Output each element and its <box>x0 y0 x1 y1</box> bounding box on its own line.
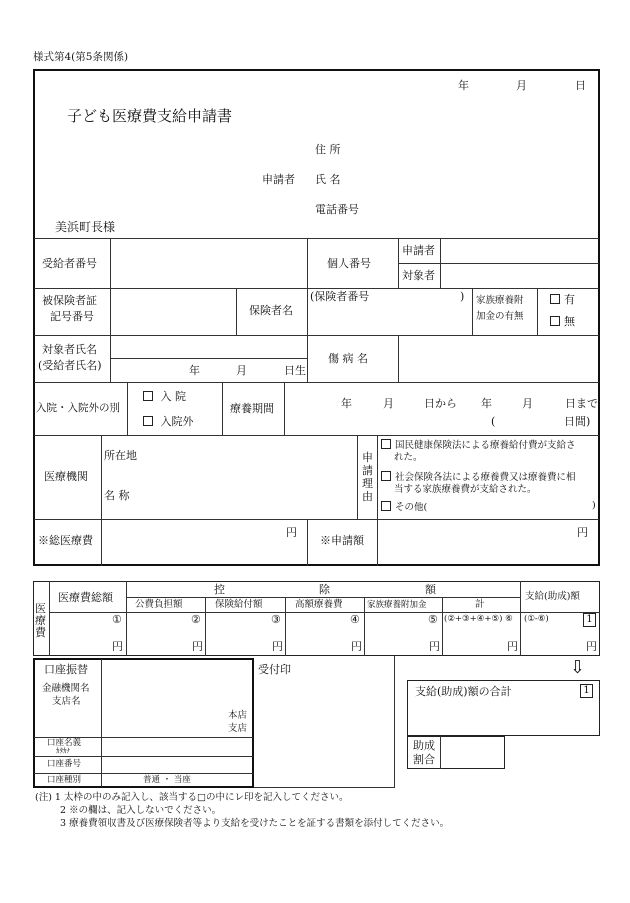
family-yes-option[interactable] <box>550 294 575 306</box>
date-day: 日 <box>575 79 586 92</box>
outpatient-option[interactable] <box>143 416 194 428</box>
col-high-cost: 高額療養費 <box>295 599 343 610</box>
inpatient-checkbox[interactable] <box>143 391 153 401</box>
outpatient-checkbox[interactable] <box>143 416 153 426</box>
reason-1-text: 国民健康保険法による療養給付費が支給さ <box>395 440 576 451</box>
yen-2: 円 <box>192 640 203 653</box>
mark-7: (①-⑥) <box>524 614 549 624</box>
subject-name-label: 対象者氏名 <box>42 343 97 356</box>
no-label: 無 <box>564 315 575 328</box>
calc-side-1: 医 <box>35 602 46 615</box>
total-cost-yen: 円 <box>286 526 297 539</box>
receipt-stamp-label: 受付印 <box>258 663 291 676</box>
insurer-number-close: ) <box>460 290 465 303</box>
insured-card-label: 被保険者証 <box>42 294 97 307</box>
col-payment: 支給(助成)額 <box>525 591 580 602</box>
reason-3-close: ) <box>592 500 596 511</box>
applicant-row-label: 申請者 <box>402 244 435 257</box>
inpatient-option[interactable] <box>143 391 186 403</box>
insurer-number-label: (保険者番号 <box>310 290 370 303</box>
disease-label: 傷 病 名 <box>328 352 368 365</box>
reason-1-text-2: れた。 <box>394 452 423 463</box>
reason-option-2[interactable] <box>381 471 576 483</box>
note-1: (注) 1 太枠の中のみ記入し、該当する□の中にレ印を記入してください。 <box>35 792 349 803</box>
account-type-label: 口座種別 <box>47 775 82 785</box>
yes-checkbox[interactable] <box>550 294 560 304</box>
deduction-char-3: 額 <box>425 583 436 596</box>
address-label: 住 所 <box>315 143 341 156</box>
name-label: 氏 名 <box>315 173 341 186</box>
recipient-number-label: 受給者番号 <box>42 257 97 270</box>
from-month: 月 <box>383 397 394 410</box>
reason-2-checkbox[interactable] <box>381 471 391 481</box>
transfer-label: 口座振替 <box>44 663 88 676</box>
days-open: ( <box>491 415 496 428</box>
yen-7: 円 <box>586 640 597 653</box>
card-number-label: 記号番号 <box>50 310 94 323</box>
birth-month: 月 <box>236 364 247 377</box>
account-number-label: 口座番号 <box>47 759 82 769</box>
reason-char-3: 理 <box>362 477 373 490</box>
mark-2: ② <box>191 613 201 626</box>
inout-label: 入院・入院外の別 <box>36 402 120 414</box>
total-cost-label: ※総医療費 <box>38 534 93 547</box>
from-year: 年 <box>341 397 352 410</box>
institution-label: 医療機関 <box>44 470 88 483</box>
yen-1: 円 <box>112 640 123 653</box>
mark-5: ⑤ <box>428 613 438 626</box>
birth-day: 日生 <box>284 364 306 377</box>
mark-3: ③ <box>271 613 281 626</box>
col-insurance: 保険給付額 <box>215 599 263 610</box>
kana-label: ｶﾀｶﾅ <box>56 747 70 755</box>
reason-3-text: その他( <box>395 502 428 513</box>
insurer-name-label: 保険者名 <box>249 304 293 317</box>
to-year: 年 <box>481 397 492 410</box>
branch-name-label: 支店名 <box>52 696 81 707</box>
yen-3: 円 <box>272 640 283 653</box>
col-sum: 計 <box>475 599 485 610</box>
down-arrow-icon: ⇩ <box>570 657 586 678</box>
reason-1-checkbox[interactable] <box>381 439 391 449</box>
family-benefit-label: 家族療養附 <box>476 295 524 306</box>
reason-option-1[interactable] <box>381 439 576 451</box>
reason-2-text: 社会保険各法による療養費又は療養費に相 <box>395 472 576 483</box>
reason-char-2: 請 <box>362 464 373 477</box>
calc-total-header: 医療費総額 <box>58 591 113 604</box>
col-public: 公費負担額 <box>135 599 183 610</box>
location-label: 所在地 <box>104 449 137 462</box>
date-month: 月 <box>516 79 527 92</box>
period-label: 療養期間 <box>230 402 274 415</box>
date-year: 年 <box>458 79 469 92</box>
yen-5: 円 <box>429 640 440 653</box>
sum-mark: 1 <box>580 684 593 698</box>
to-day: 日まで <box>565 397 598 410</box>
institution-name-label: 名 称 <box>104 489 130 502</box>
days-label: 日間) <box>564 415 591 428</box>
applicant-label: 申請者 <box>262 173 295 186</box>
mark-4: ④ <box>350 613 360 626</box>
mark-6: (②+③+④+⑤) ⑥ <box>444 614 513 624</box>
calc-side-3: 費 <box>35 626 46 639</box>
reason-option-3[interactable] <box>381 501 427 513</box>
reason-2-text-2: 当する家族療養費が支給された。 <box>394 484 537 495</box>
inpatient-label: 入 院 <box>160 390 186 403</box>
yes-label: 有 <box>564 293 575 306</box>
family-benefit-label-2: 加金の有無 <box>476 311 524 322</box>
to-month: 月 <box>522 397 533 410</box>
sum-label: 支給(助成)額の合計 <box>415 685 512 698</box>
family-no-option[interactable] <box>550 316 575 328</box>
claim-amount-yen: 円 <box>577 526 588 539</box>
form-number: 様式第4(第5条関係) <box>33 51 129 63</box>
reason-3-checkbox[interactable] <box>381 501 391 511</box>
holder-label: 口座名義 <box>47 738 82 748</box>
note-3: 3 療養費領収書及び医療保険者等より支給を受けたことを証する書類を添付してください。 <box>60 818 450 829</box>
branch-office-label: 支店 <box>228 723 248 734</box>
reason-char-1: 申 <box>362 451 373 464</box>
no-checkbox[interactable] <box>550 316 560 326</box>
note-2: 2 ※の欄は、記入しないでください。 <box>60 805 222 816</box>
birth-year: 年 <box>189 364 200 377</box>
recipient-name-label: (受給者氏名) <box>38 359 102 372</box>
claim-amount-label: ※申請額 <box>320 534 364 547</box>
subject-row-label: 対象者 <box>402 269 435 282</box>
ratio-label-1: 助成 <box>413 739 435 752</box>
account-type-options[interactable]: 普通 ・ 当座 <box>143 775 191 785</box>
addressee: 美浜町長様 <box>55 220 116 234</box>
yen-6: 円 <box>507 640 518 653</box>
mark-1: ① <box>112 613 122 626</box>
institution-name-label-2: 金融機関名 <box>42 683 90 694</box>
deduction-char-2: 除 <box>319 583 330 596</box>
head-office-label: 本店 <box>228 710 248 721</box>
col-family: 家族療養附加金 <box>367 600 427 610</box>
from-day: 日から <box>424 397 457 410</box>
outpatient-label: 入院外 <box>160 415 194 428</box>
calc-side-2: 療 <box>35 614 46 627</box>
ratio-label-2: 割合 <box>413 753 435 766</box>
deduction-char-1: 控 <box>214 583 225 596</box>
reason-char-4: 由 <box>362 490 373 503</box>
phone-label: 電話番号 <box>315 203 359 216</box>
yen-4: 円 <box>351 640 362 653</box>
mark-payment-box: 1 <box>583 613 596 627</box>
form-title: 子ども医療費支給申請書 <box>67 107 233 125</box>
personal-number-label: 個人番号 <box>327 257 371 270</box>
